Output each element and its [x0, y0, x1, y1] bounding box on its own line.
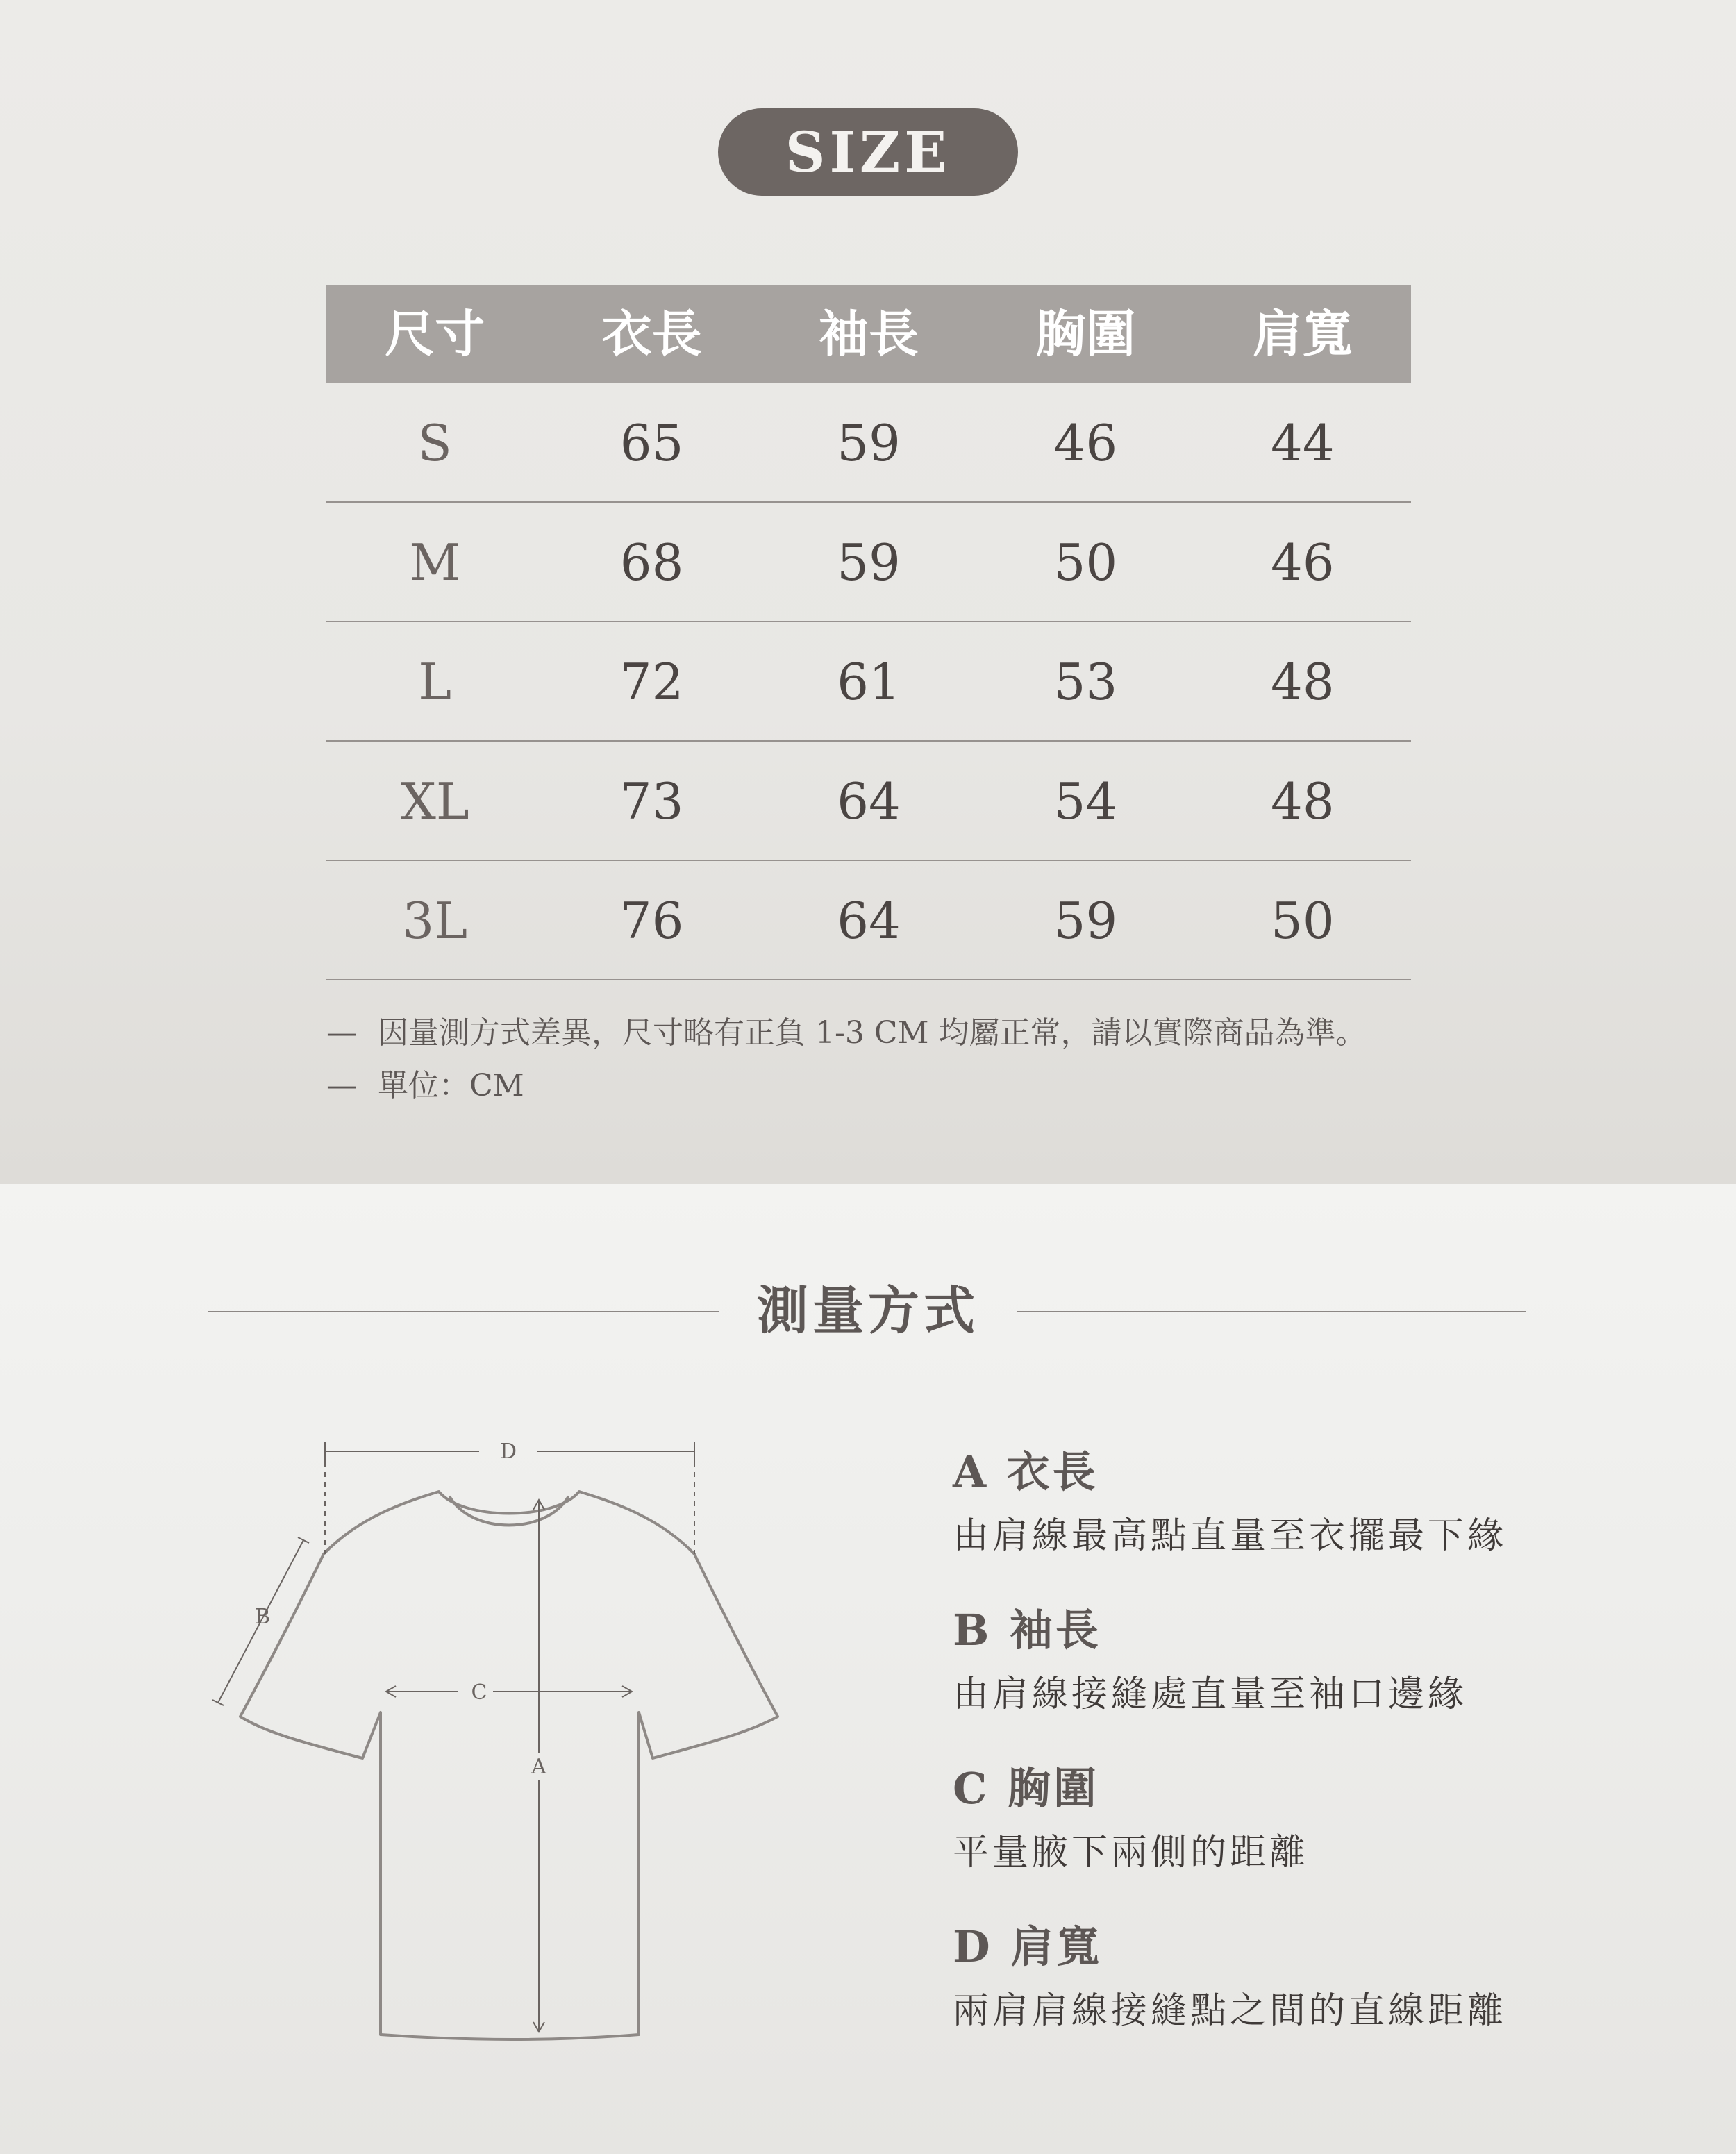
table-row	[326, 742, 1411, 861]
table-row	[326, 622, 1411, 742]
table-row	[326, 861, 1411, 980]
note-unit: — 單位：CM	[326, 1060, 1507, 1112]
size-table-body	[326, 383, 1411, 980]
measure-description: 由肩線最高點直量至衣擺最下緣	[953, 1515, 1508, 1557]
tshirt-measure-diagram	[194, 1430, 806, 2055]
label-c: C	[471, 1680, 487, 1705]
value-cell: 59	[1053, 892, 1118, 950]
value-cell: 59	[837, 533, 901, 592]
size-cell: S	[417, 414, 452, 472]
table-row	[326, 383, 1411, 503]
measure-item-a	[953, 1444, 1578, 1564]
value-cell: 46	[1053, 414, 1118, 472]
value-cell: 54	[1053, 772, 1118, 830]
label-d: D	[499, 1439, 517, 1464]
measure-item-d	[953, 1919, 1578, 2039]
size-cell: M	[409, 533, 461, 592]
value-cell: 68	[619, 533, 684, 592]
header-length: 衣長	[601, 304, 702, 363]
measure-item-b	[953, 1603, 1578, 1722]
value-cell: 65	[619, 414, 684, 472]
header-shoulder: 肩寬	[1252, 304, 1353, 363]
measure-heading: C 胸圍	[953, 1763, 1099, 1814]
value-cell: 50	[1271, 892, 1335, 950]
header-size: 尺寸	[385, 304, 485, 363]
value-cell: 76	[619, 892, 684, 950]
size-cell: XL	[400, 772, 469, 830]
measure-description: 由肩線接縫處直量至袖口邊緣	[953, 1673, 1468, 1715]
measure-title: 測量方式	[757, 1281, 979, 1341]
value-cell: 59	[837, 414, 901, 472]
size-cell: 3L	[402, 892, 468, 950]
measure-heading: B 袖長	[953, 1605, 1101, 1655]
collar-inner	[450, 1497, 568, 1526]
measure-heading: D 肩寬	[953, 1921, 1103, 1972]
value-cell: 61	[837, 653, 901, 711]
label-a: A	[531, 1755, 546, 1779]
value-cell: 48	[1271, 772, 1335, 830]
header-sleeve: 袖長	[819, 304, 919, 363]
value-cell: 46	[1271, 533, 1335, 592]
size-table-header	[326, 285, 1411, 383]
header-chest: 胸圍	[1035, 304, 1136, 363]
value-cell: 53	[1053, 653, 1118, 711]
measure-description: 兩肩肩線接縫點之間的直線距離	[953, 1990, 1508, 2032]
value-cell: 64	[837, 892, 901, 950]
measure-heading: A 衣長	[953, 1446, 1099, 1497]
title-divider-left	[208, 1311, 719, 1312]
value-cell: 50	[1053, 533, 1118, 592]
note-tolerance: — 因量測方式差異，尺寸略有正負 1-3 CM 均屬正常，請以實際商品為準。	[326, 1007, 1507, 1060]
value-cell: 48	[1271, 653, 1335, 711]
value-cell: 64	[837, 772, 901, 830]
value-cell: 73	[619, 772, 684, 830]
size-cell: L	[418, 653, 452, 711]
value-cell: 72	[619, 653, 684, 711]
size-title-badge: SIZE	[718, 108, 1018, 196]
measure-item-c	[953, 1761, 1578, 1880]
label-b: B	[254, 1605, 271, 1629]
table-row	[326, 503, 1411, 622]
tshirt-outline	[240, 1492, 778, 2039]
measure-description: 平量腋下兩側的距離	[953, 1832, 1310, 1873]
title-divider-right	[1017, 1311, 1526, 1312]
value-cell: 44	[1271, 414, 1335, 472]
size-notes	[326, 1007, 1507, 1112]
